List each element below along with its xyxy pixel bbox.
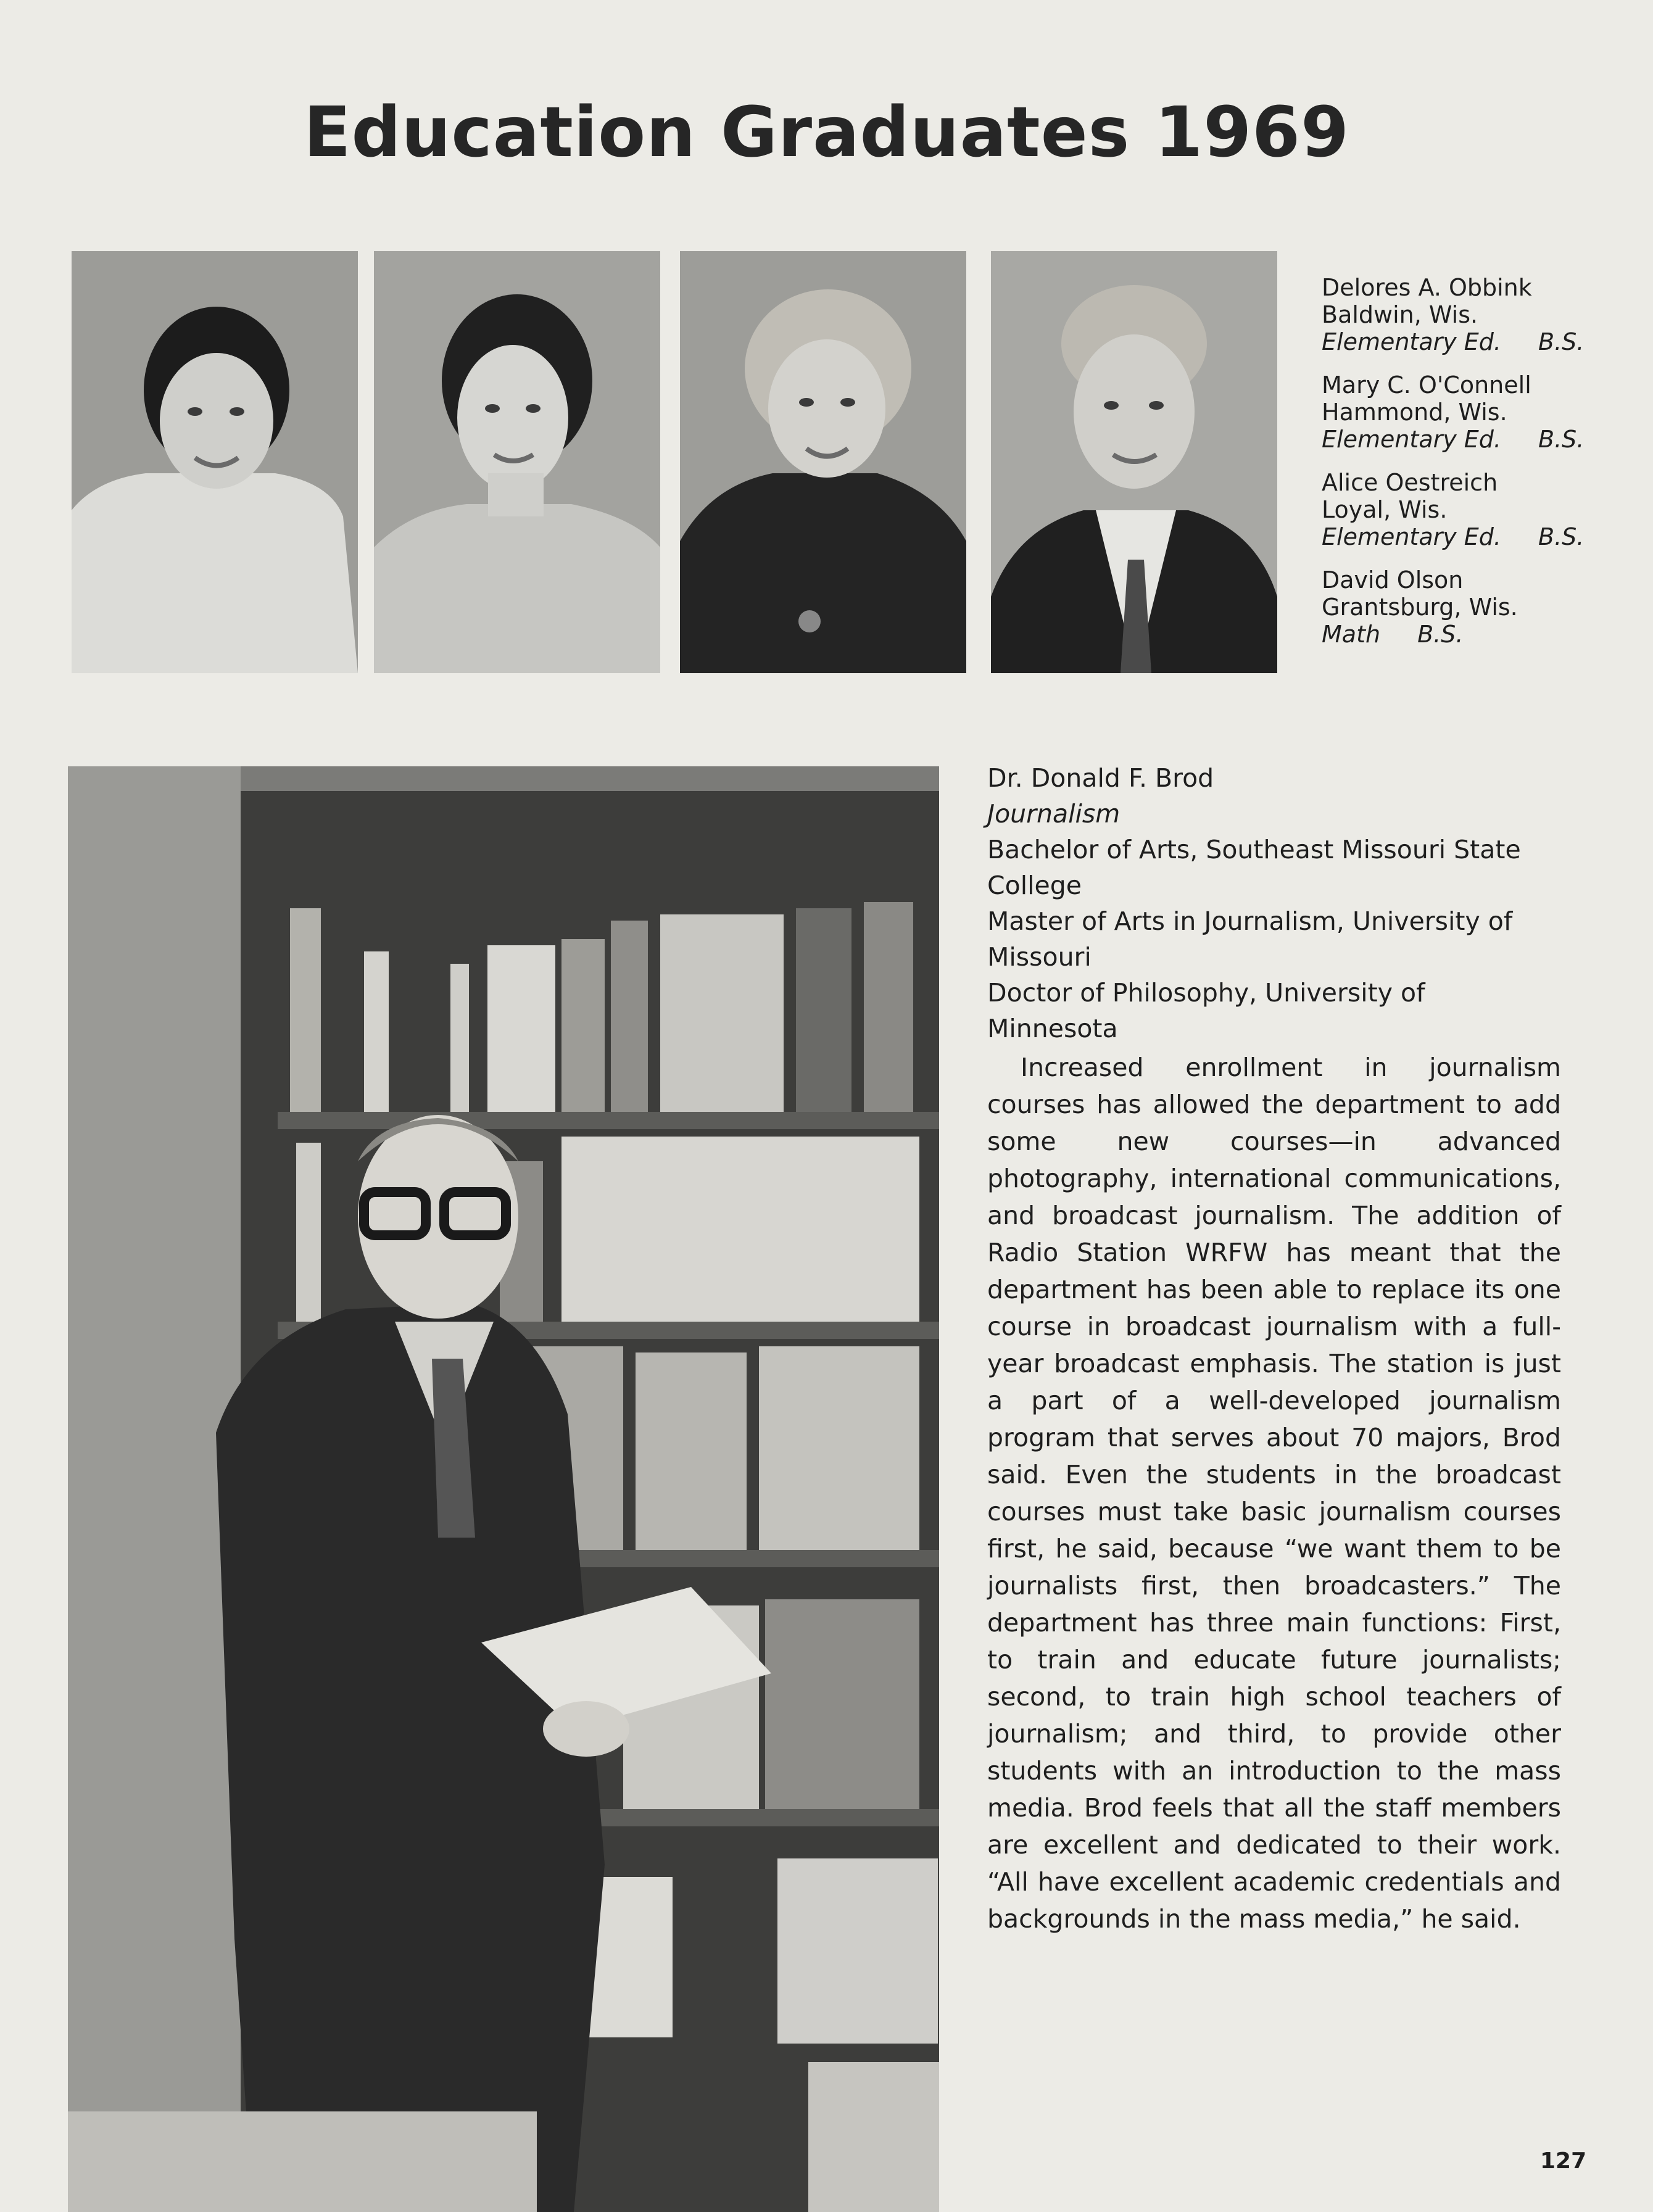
faculty-degree-2: Master of Arts in Journalism, University of Missouri [987, 906, 1513, 972]
graduate-caption-4 [1322, 566, 1643, 648]
portrait-photo-4 [991, 251, 1277, 673]
graduate-hometown: Baldwin, Wis. [1322, 301, 1478, 328]
graduate-caption-3 [1322, 469, 1643, 550]
portrait-photo-1 [72, 251, 358, 673]
graduate-caption-1 [1322, 274, 1643, 355]
faculty-degree-3: Doctor of Philosophy, University of Minnesota [987, 978, 1425, 1043]
graduate-degree: B.S. [1417, 621, 1464, 648]
graduate-name: David Olson [1322, 566, 1464, 594]
faculty-profile [987, 760, 1561, 1937]
faculty-department: Journalism [987, 799, 1121, 829]
graduate-hometown: Hammond, Wis. [1322, 399, 1507, 426]
graduate-major: Math [1322, 621, 1381, 648]
graduate-major: Elementary Ed. [1322, 328, 1502, 355]
faculty-name: Dr. Donald F. Brod [987, 763, 1214, 793]
professor-photo [68, 766, 939, 2212]
graduate-hometown: Loyal, Wis. [1322, 496, 1448, 523]
portrait-photo-3 [680, 251, 966, 673]
graduate-degree: B.S. [1538, 328, 1585, 355]
graduate-degree: B.S. [1538, 523, 1585, 550]
graduate-major: Elementary Ed. [1322, 523, 1502, 550]
portrait-photo-2 [374, 251, 660, 673]
faculty-article-body: Increased enrollment in journalism courses has allowed the department to add some new courses—in advanced photography, international communications, and broadcast journalism. The addition of Radio Station WRFW has meant that the department has been able to replace its one course in broadcast journalism with a full-year broadcast emphasis. The station is just a part of a well-developed journalism program that serves about 70 majors, Brod said. Even the students in the broadcast courses must take basic journalism courses first, he said, because “we want them to be journalists first, then broadcasters.” The department has three main functions: First, to train and educate future journalists; second, to train high school teachers of journalism; and third, to provide other students with an introduction to the mass media. Brod feels that all the staff members are excellent and dedicated to their work. “All have excellent academic credentials and backgrounds in the mass media,” he said. [987, 1053, 1561, 1934]
graduate-degree: B.S. [1538, 426, 1585, 453]
graduate-name: Mary C. O'Connell [1322, 371, 1531, 399]
graduate-major: Elementary Ed. [1322, 426, 1502, 453]
page-number: 127 [1540, 2148, 1587, 2174]
faculty-degree-1: Bachelor of Arts, Southeast Missouri State College [987, 835, 1521, 900]
graduate-name: Alice Oestreich [1322, 469, 1498, 496]
graduate-caption-2 [1322, 371, 1643, 453]
graduate-hometown: Grantsburg, Wis. [1322, 594, 1518, 621]
graduate-captions [1322, 274, 1643, 664]
page-title: Education Graduates 1969 [303, 93, 1350, 173]
graduate-name: Delores A. Obbink [1322, 274, 1532, 301]
